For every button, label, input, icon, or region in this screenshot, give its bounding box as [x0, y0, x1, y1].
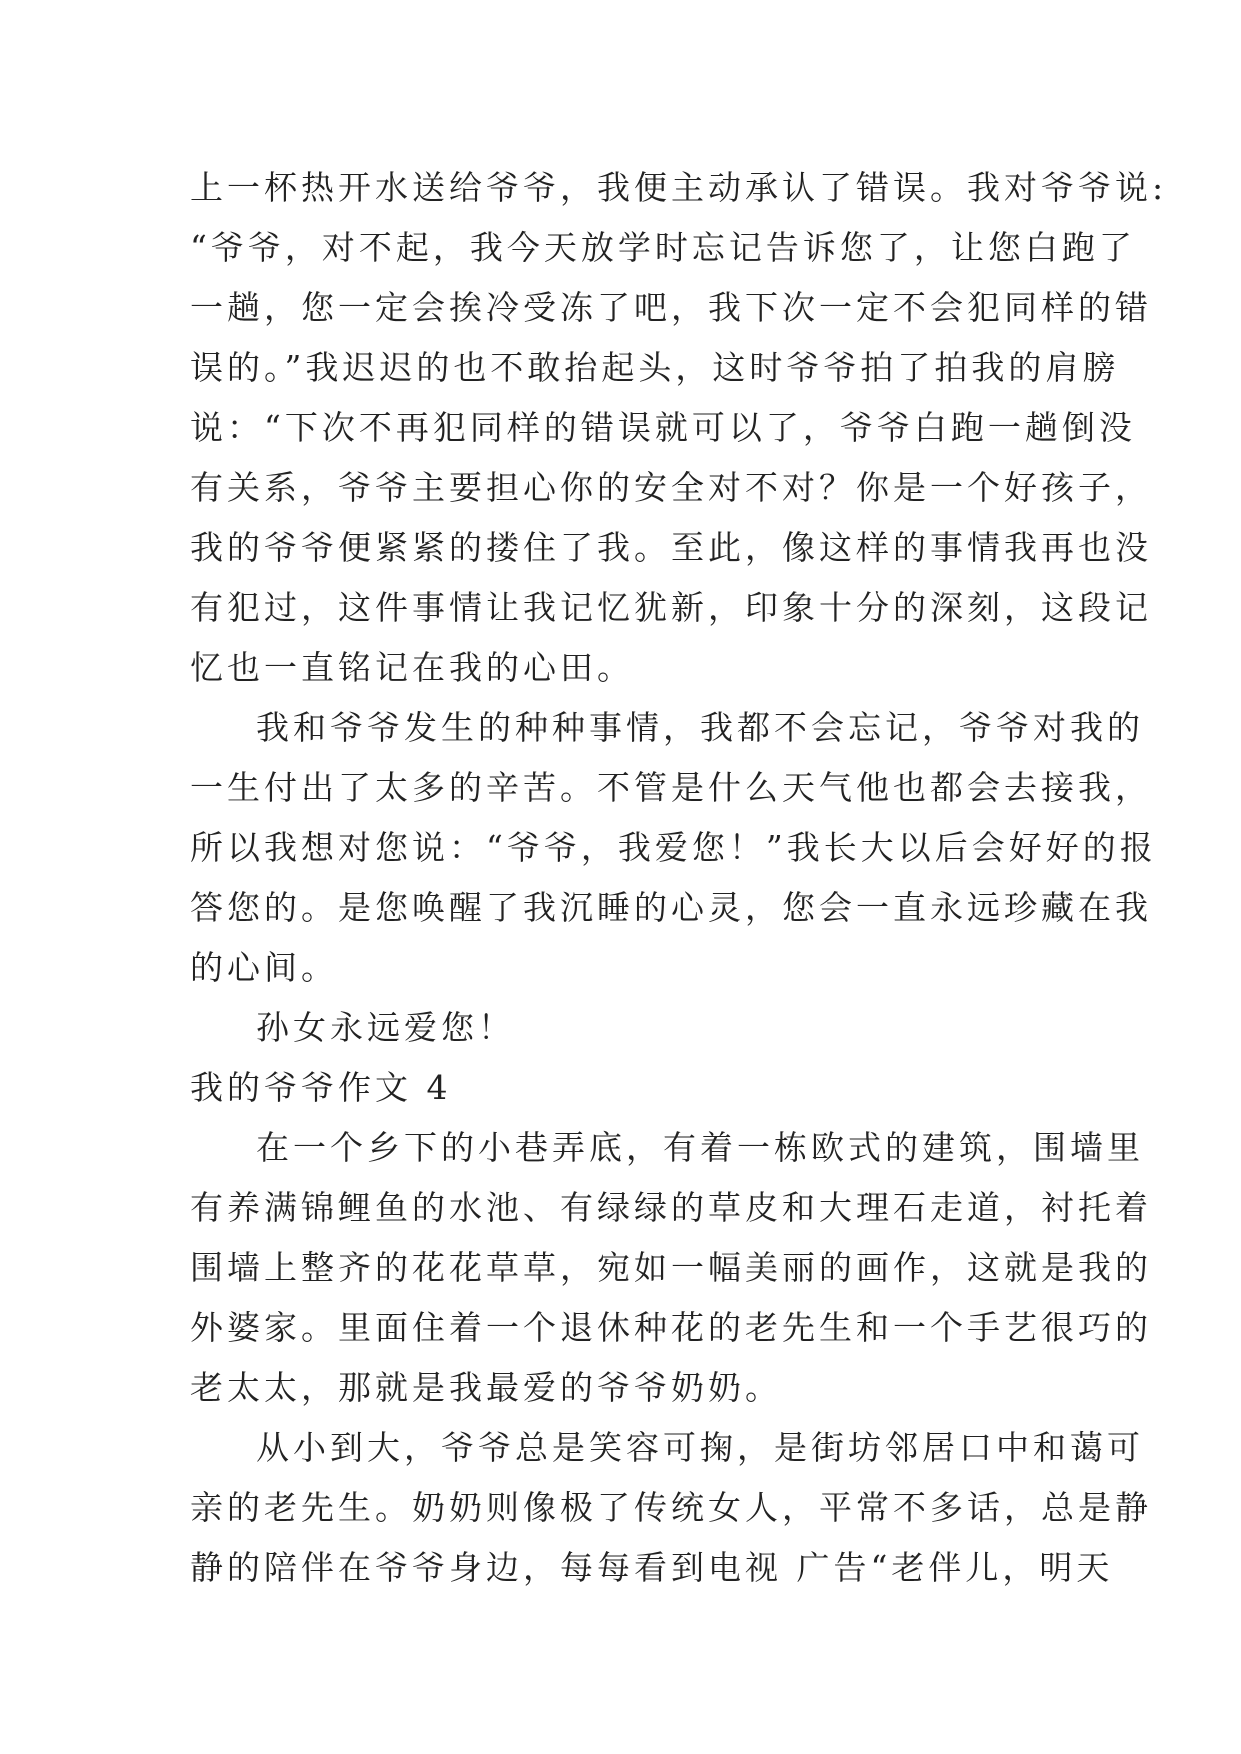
text-line: 上一杯热开水送给爷爷，我便主动承认了错误。我对爷爷说: [190, 168, 1168, 207]
closing-line: 孙女永远爱您！ [256, 1008, 515, 1047]
paragraph-first-line: 在一个乡下的小巷弄底，有着一栋欧式的建筑，围墙里 [256, 1128, 1144, 1167]
text-line: 有关系，爷爷主要担心你的安全对不对？你是一个好孩子， [190, 468, 1152, 507]
text-line: 答您的。是您唤醒了我沉睡的心灵，您会一直永远珍藏在我 [190, 888, 1152, 927]
text-line: 忆也一直铭记在我的心田。 [190, 648, 634, 687]
text-line: 老太太，那就是我最爱的爷爷奶奶。 [190, 1368, 782, 1407]
text-line: 外婆家。里面住着一个退休种花的老先生和一个手艺很巧的 [190, 1308, 1152, 1347]
text-line: “爷爷，对不起，我今天放学时忘记告诉您了，让您白跑了 [190, 228, 1136, 267]
text-line: 有犯过，这件事情让我记忆犹新，印象十分的深刻，这段记 [190, 588, 1152, 627]
text-line: 我的爷爷便紧紧的搂住了我。至此，像这样的事情我再也没 [190, 528, 1152, 567]
text-line: 一趟，您一定会挨冷受冻了吧，我下次一定不会犯同样的错 [190, 288, 1152, 327]
text-line: 说：“下次不再犯同样的错误就可以了，爷爷白跑一趟倒没 [190, 408, 1136, 447]
paragraph-first-line: 从小到大，爷爷总是笑容可掬，是街坊邻居口中和蔼可 [256, 1428, 1144, 1467]
text-line: 误的。”我迟迟的也不敢抬起头，这时爷爷拍了拍我的肩膀 [190, 348, 1120, 387]
text-line: 围墙上整齐的花花草草，宛如一幅美丽的画作，这就是我的 [190, 1248, 1152, 1287]
text-line: 静的陪伴在爷爷身边，每每看到电视 广告“老伴儿，明天 [190, 1548, 1114, 1587]
text-line: 一生付出了太多的辛苦。不管是什么天气他也都会去接我， [190, 768, 1152, 807]
text-line: 有养满锦鲤鱼的水池、有绿绿的草皮和大理石走道，衬托着 [190, 1188, 1152, 1227]
paragraph-first-line: 我和爷爷发生的种种事情，我都不会忘记，爷爷对我的 [256, 708, 1144, 747]
text-line: 所以我想对您说：“爷爷，我爱您！”我长大以后会好好的报 [190, 828, 1157, 867]
section-heading: 我的爷爷作文 4 [190, 1068, 452, 1107]
text-line: 亲的老先生。奶奶则像极了传统女人，平常不多话，总是静 [190, 1488, 1152, 1527]
document-body [190, 158, 1168, 1598]
text-line: 的心间。 [190, 948, 338, 987]
